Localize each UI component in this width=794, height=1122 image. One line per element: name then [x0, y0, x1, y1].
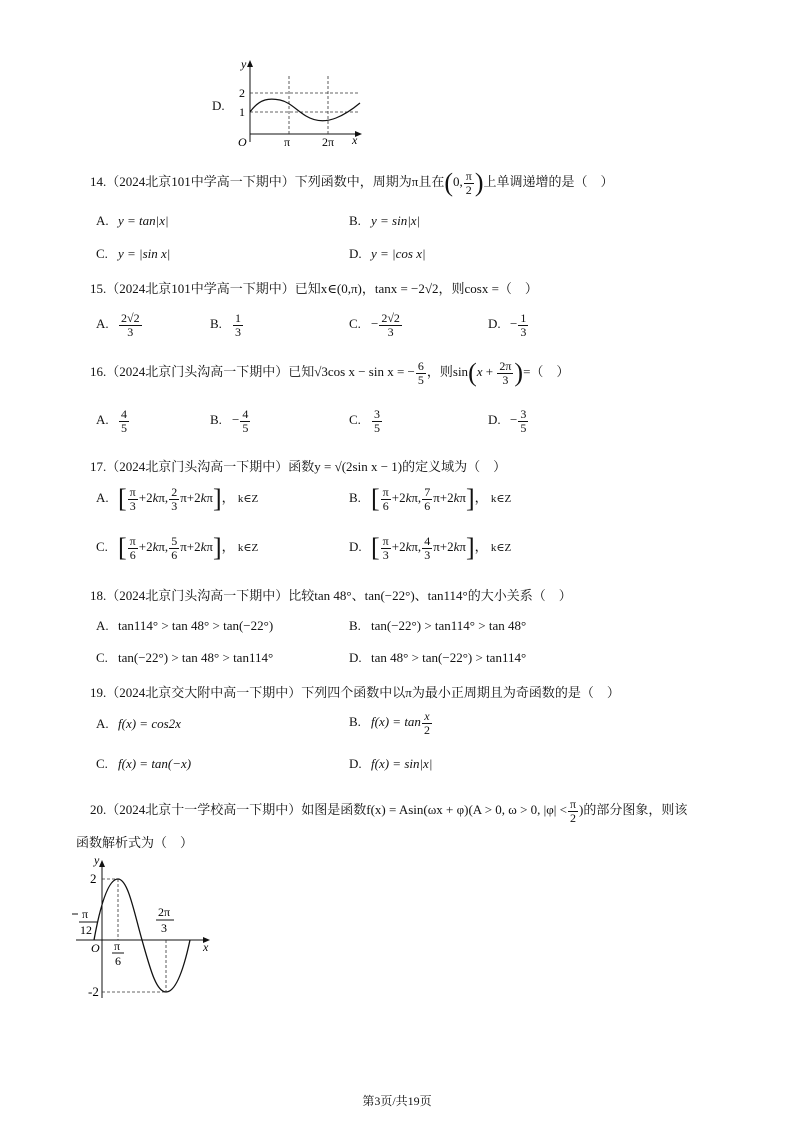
- q20-pi6-den: 6: [115, 954, 121, 968]
- q18-option-c[interactable]: C. tan(−22°) > tan 48° > tan114°: [96, 650, 274, 665]
- q15-option-b[interactable]: B. $\frac{1}{3}$: [210, 311, 241, 339]
- q15-option-d[interactable]: D. − $\frac{1}{3}$: [488, 311, 527, 339]
- q17-option-d[interactable]: D. [ $\frac{\pi}{3}$ +2kπ, $\frac{4}{3}$ π+2kπ]， k∈Z: [349, 533, 512, 563]
- sine-graph-q20: [70, 852, 220, 1002]
- q14-text: 14.（2024北京101中学高一下期中）下列函数中，周期为π且在: [90, 174, 445, 190]
- q19-option-a[interactable]: A. f(x) = cos2x: [96, 716, 181, 731]
- question-15: 15.（2024北京101中学高一下期中）已知x∈(0,π)，tanx = −2√2，则cosx =（ ）: [90, 281, 538, 296]
- q14-option-d[interactable]: D. y = |cos x|: [349, 246, 426, 261]
- q20-axis-y-label: y: [94, 853, 100, 867]
- question-16: 16.（2024北京门头沟高一下期中）已知√3cos x − sin x = − $\frac{6}{5}$ ，则sin(x + $\frac{2\pi}{3}$ )=（ ）: [90, 358, 570, 388]
- q17-option-a[interactable]: A. [ $\frac{\pi}{3}$ +2kπ, $\frac{2}{3}$ π+2kπ]， k∈Z: [96, 484, 259, 514]
- q15-option-a[interactable]: A. $\frac{2√2}{3}$: [96, 311, 140, 339]
- y-tick-2: 2: [239, 86, 245, 100]
- q16-option-a[interactable]: A. $\frac{4}{5}$: [96, 407, 127, 435]
- question-20-line2: 函数解析式为（ ）: [76, 835, 194, 850]
- q18-option-b[interactable]: B. tan(−22°) > tan114° > tan 48°: [349, 618, 527, 633]
- q16-option-c[interactable]: C. $\frac{3}{5}$: [349, 407, 380, 435]
- x-tick-pi: π: [284, 135, 291, 148]
- q17-option-c[interactable]: C. [ $\frac{\pi}{6}$ +2kπ, $\frac{5}{6}$ π+2kπ]， k∈Z: [96, 533, 259, 563]
- page-footer: 第3页/共19页: [362, 1094, 432, 1108]
- q19-option-c[interactable]: C. f(x) = tan(−x): [96, 756, 192, 771]
- question-19: 19.（2024北京交大附中高一下期中）下列四个函数中以π为最小正周期且为奇函数的是（ ）: [90, 685, 620, 700]
- q20-pi6-num: π: [114, 939, 121, 953]
- q18-option-a[interactable]: A. tan114° > tan 48° > tan(−22°): [96, 618, 274, 633]
- q18-option-d[interactable]: D. tan 48° > tan(−22°) > tan114°: [349, 650, 527, 665]
- q20-neg-pi12-den: 12: [80, 923, 92, 937]
- y-tick-1: 1: [239, 105, 245, 119]
- x-tick-2pi: 2π: [322, 135, 335, 148]
- q14-suffix: 上单调递增的是（ ）: [483, 174, 614, 190]
- q14-interval-left: 0,: [453, 174, 463, 190]
- q16-option-d[interactable]: D. − $\frac{3}{5}$: [488, 407, 527, 435]
- q14-option-c[interactable]: C. y = |sin x|: [96, 246, 171, 261]
- q17-option-b[interactable]: B. [ $\frac{\pi}{6}$ +2kπ, $\frac{7}{6}$ π+2kπ]， k∈Z: [349, 484, 512, 514]
- q20-y-tick-neg2: -2: [88, 984, 99, 999]
- axis-y-label: y: [241, 57, 247, 71]
- q20-2pi3-num: 2π: [158, 905, 171, 919]
- q15-option-c[interactable]: C. − $\frac{2√2}{3}$: [349, 311, 400, 339]
- question-18: 18.（2024北京门头沟高一下期中）比较tan 48°、tan(−22°)、tan114°的大小关系（ ）: [90, 588, 572, 603]
- q20-y-tick-2: 2: [90, 871, 97, 886]
- q20-2pi3-den: 3: [161, 921, 167, 935]
- question-14: 14.（2024北京101中学高一下期中）下列函数中，周期为π且在(0, $\frac{\pi}{2}$ )上单调递增的是（ ）: [90, 168, 614, 198]
- axis-x-label: x: [352, 133, 358, 147]
- q19-option-b[interactable]: B. f(x) = tan $\frac{x}{2}$: [349, 709, 430, 737]
- q16-option-b[interactable]: B. − $\frac{4}{5}$: [210, 407, 249, 435]
- sine-graph-d: [226, 56, 366, 148]
- q20-neg-pi12-num: π: [82, 907, 89, 921]
- question-20: 20.（2024北京十一学校高一下期中）如图是函数f(x) = Asin(ωx + φ)(A > 0, ω > 0, |φ| < $\frac{\pi}{2}$ )的部分图象，则该: [90, 797, 688, 825]
- q20-axis-x-label: x: [203, 940, 209, 954]
- q14-option-a[interactable]: A. y = tan|x|: [96, 213, 169, 228]
- option-label-d-graph: D.: [212, 98, 225, 113]
- question-17: 17.（2024北京门头沟高一下期中）函数y = √(2sin x − 1)的定义域为（ ）: [90, 459, 507, 474]
- q14-option-b[interactable]: B. y = sin|x|: [349, 213, 421, 228]
- q19-option-d[interactable]: D. f(x) = sin|x|: [349, 756, 433, 771]
- origin-label: O: [238, 135, 247, 148]
- q20-origin-label: O: [91, 941, 100, 955]
